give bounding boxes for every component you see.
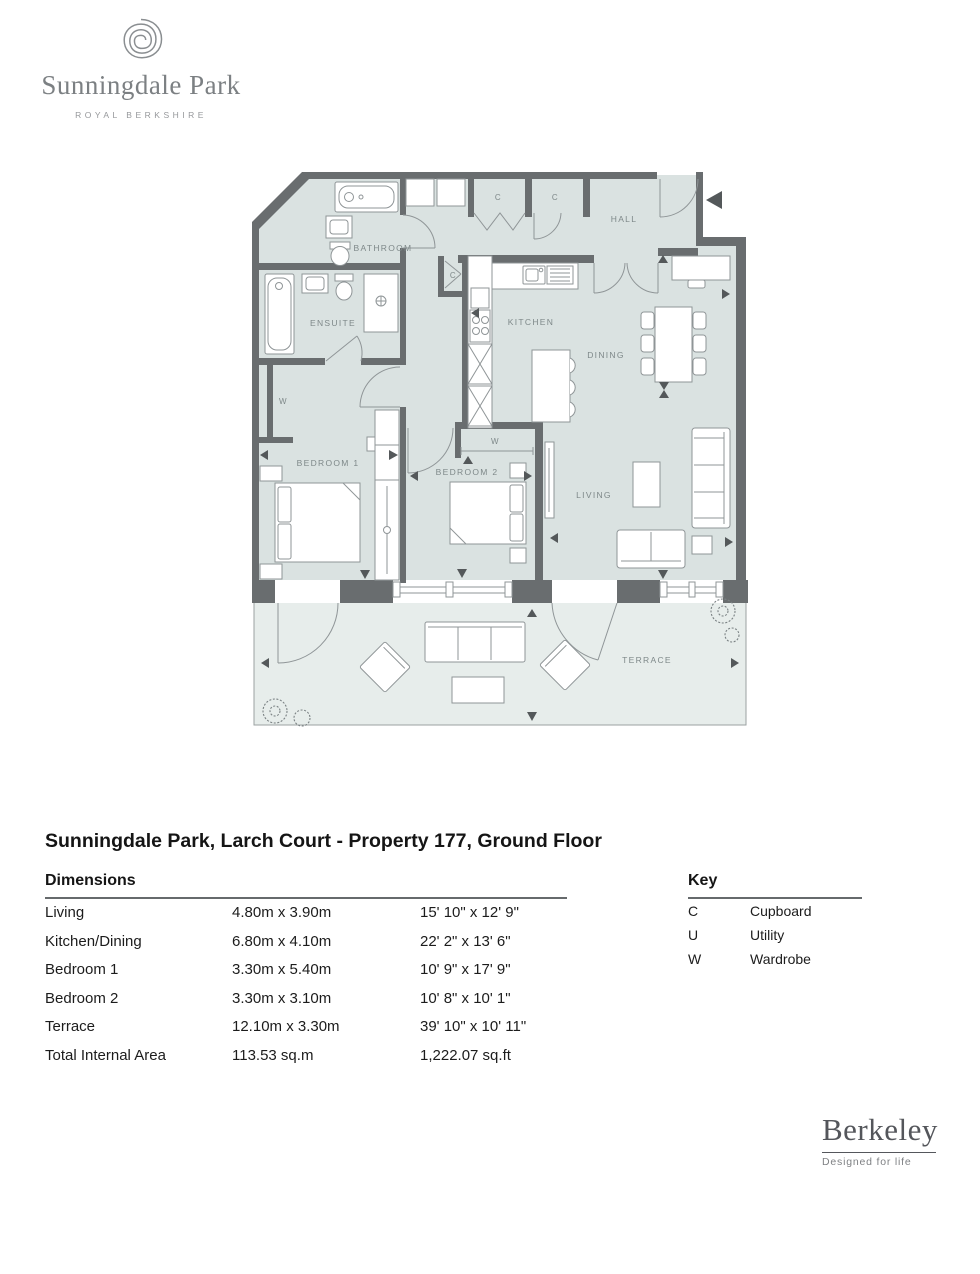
metric-size: 3.30m x 5.40m xyxy=(232,961,332,978)
dimensions-section xyxy=(45,872,567,1070)
symbol-cupboard-3: C xyxy=(449,271,457,280)
room-name: Bedroom 2 xyxy=(45,989,119,1007)
imperial-size: 10' 9" x 17' 9" xyxy=(420,961,511,978)
symbol-wardrobe-2: W xyxy=(490,437,500,446)
symbol-wardrobe-1: W xyxy=(278,397,288,406)
label-dining: DINING xyxy=(587,350,625,360)
dimension-row xyxy=(45,928,567,957)
dimension-row xyxy=(45,899,567,928)
developer-logo xyxy=(822,1112,952,1168)
developer-tagline: Designed for life xyxy=(822,1156,912,1168)
dimension-row xyxy=(45,1042,567,1071)
dimension-row xyxy=(45,1013,567,1042)
room-name: Total Internal Area xyxy=(45,1046,166,1064)
imperial-size: 1,222.07 sq.ft xyxy=(420,1046,511,1064)
terrace-band xyxy=(252,580,746,603)
label-bathroom: BATHROOM xyxy=(353,243,413,253)
brand-tagline: ROYAL BERKSHIRE xyxy=(75,110,207,120)
page-title: Sunningdale Park, Larch Court - Property 177, Ground Floor xyxy=(45,830,602,852)
imperial-size: 39' 10" x 10' 11" xyxy=(420,1018,527,1035)
imperial-size: 22' 2" x 13' 6" xyxy=(420,932,511,950)
room-name: Kitchen/Dining xyxy=(45,932,142,950)
brand-name: Sunningdale Park xyxy=(41,70,241,100)
label-hall: HALL xyxy=(610,214,638,224)
label-kitchen: KITCHEN xyxy=(507,317,555,327)
dimension-row xyxy=(45,956,567,985)
symbol-cupboard-2: C xyxy=(551,193,559,202)
metric-size: 6.80m x 4.10m xyxy=(232,932,332,950)
key-row xyxy=(688,899,862,923)
metric-size: 12.10m x 3.30m xyxy=(232,1018,340,1035)
label-ensuite: ENSUITE xyxy=(310,318,356,328)
key-symbol: U xyxy=(688,927,699,943)
room-name: Bedroom 1 xyxy=(45,961,119,978)
imperial-size: 10' 8" x 10' 1" xyxy=(420,989,511,1007)
developer-rule xyxy=(822,1152,936,1153)
key-label: Cupboard xyxy=(750,903,812,919)
dimension-row xyxy=(45,985,567,1014)
metric-size: 113.53 sq.m xyxy=(232,1046,314,1064)
imperial-size: 15' 10" x 12' 9" xyxy=(420,904,519,921)
metric-size: 3.30m x 3.10m xyxy=(232,989,332,1007)
developer-name: Berkeley xyxy=(822,1112,938,1147)
label-bedroom2: BEDROOM 2 xyxy=(435,467,499,477)
room-name: Living xyxy=(45,904,85,921)
label-bedroom1: BEDROOM 1 xyxy=(296,458,360,468)
rose-spiral-icon xyxy=(113,12,169,68)
label-living: LIVING xyxy=(576,490,612,500)
key-section xyxy=(688,872,862,971)
key-heading: Key xyxy=(688,872,862,899)
key-label: Wardrobe xyxy=(750,951,811,967)
key-symbol: C xyxy=(688,903,699,919)
dimensions-heading: Dimensions xyxy=(45,872,567,899)
label-terrace: TERRACE xyxy=(622,655,672,665)
key-row xyxy=(688,923,862,947)
metric-size: 4.80m x 3.90m xyxy=(232,904,332,921)
floor-plan xyxy=(240,160,760,760)
brand-block xyxy=(36,12,246,120)
key-row xyxy=(688,947,862,971)
room-name: Terrace xyxy=(45,1018,96,1035)
key-label: Utility xyxy=(750,927,785,943)
dining-furniture xyxy=(641,307,706,382)
key-symbol: W xyxy=(688,951,702,967)
symbol-cupboard-1: C xyxy=(494,193,502,202)
